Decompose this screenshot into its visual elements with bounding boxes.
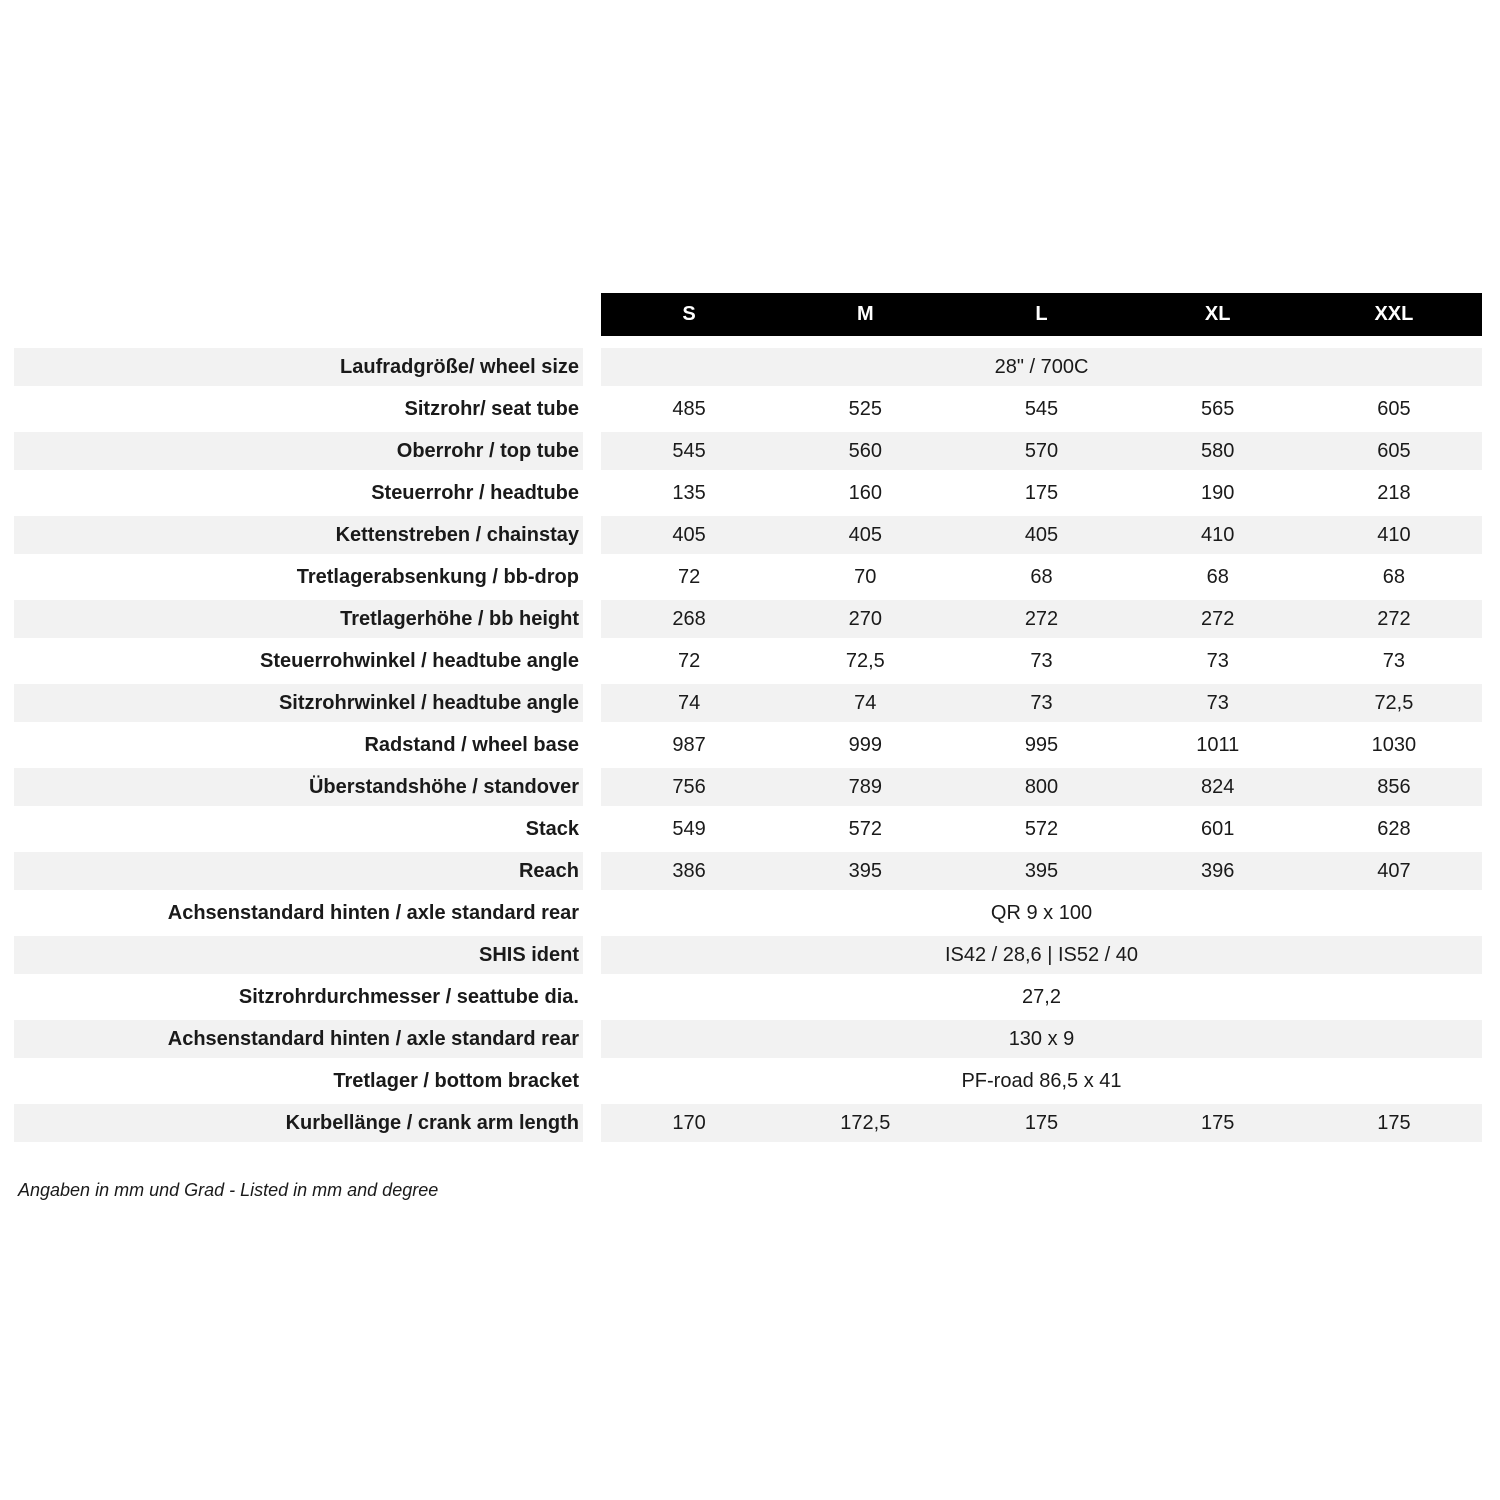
value-cell: 410 [1201,523,1235,546]
row-label: Radstand / wheel base [364,733,579,756]
value-cell: 68 [1206,565,1229,588]
value-cell: 73 [1030,649,1053,672]
value-cell: 72,5 [845,649,885,672]
row-values [601,978,1482,1016]
value-cell: 175 [1201,1111,1235,1134]
table-row [14,766,1482,808]
row-label: Steuerrohwinkel / headtube angle [260,649,579,672]
value-cell: 68 [1382,565,1406,588]
value-cell: 628 [1377,817,1411,840]
row-label: Reach [14,852,583,890]
table-row [14,514,1482,556]
value-cell: 175 [1377,1111,1411,1134]
table-row [14,472,1482,514]
value-cell: 405 [1024,523,1059,546]
size-header-cell: XL [1204,303,1231,325]
row-values [601,516,1482,554]
geometry-table [14,293,1482,1144]
size-header [601,293,1482,336]
value-cell: 72 [677,565,701,588]
value-cell: 72,5 [1374,691,1414,714]
table-row [14,892,1482,934]
value-cell: 70 [854,565,877,588]
value-cell: 995 [1024,733,1059,756]
value-cell: 74 [854,691,877,714]
value-cell: 605 [1377,439,1411,462]
size-header-row [14,293,1482,336]
size-header-cell: L [1035,303,1048,325]
value-cell: 386 [672,859,706,882]
table-body [14,346,1482,1144]
value-cell: 172,5 [840,1111,891,1134]
row-label: SHIS ident [14,936,583,974]
value-cell: 272 [1024,607,1059,630]
size-header-cell: XXL [1374,303,1414,325]
spanning-value-cell: 27,2 [1022,985,1061,1008]
row-label: Oberrohr / top tube [14,432,583,470]
value-cell: 135 [672,481,706,504]
value-cell: 395 [1024,859,1059,882]
value-cell: 570 [1024,439,1059,462]
value-cell: 73 [1206,691,1229,714]
value-cell: 999 [848,733,882,756]
value-cell: 549 [672,817,706,840]
value-cell: 405 [848,523,882,546]
table-row [14,808,1482,850]
row-label: Überstandshöhe / standover [14,768,583,806]
table-row [14,1060,1482,1102]
value-cell: 525 [848,397,882,420]
row-label: Sitzrohrwinkel / headtube angle [14,684,583,722]
row-values [601,852,1482,890]
value-cell: 73 [1030,691,1053,714]
value-cell: 268 [672,607,706,630]
row-label: Sitzrohrdurchmesser / seattube dia. [238,985,579,1008]
value-cell: 580 [1201,439,1235,462]
value-cell: 74 [677,691,701,714]
value-cell: 572 [1024,817,1059,840]
size-header-cell: M [856,303,874,325]
table-row [14,346,1482,388]
value-cell: 545 [672,439,706,462]
table-row [14,682,1482,724]
value-cell: 856 [1377,775,1411,798]
row-label: Achsenstandard hinten / axle standard rear [14,1020,583,1058]
value-cell: 601 [1201,817,1235,840]
value-cell: 73 [1206,649,1229,672]
size-header-cell: S [682,303,696,325]
row-label: Steuerrohr / headtube [371,481,579,504]
row-label: Tretlagerabsenkung / bb-drop [296,565,579,588]
row-label: Achsenstandard hinten / axle standard rear [167,901,579,924]
table-row [14,598,1482,640]
row-values [601,348,1482,386]
value-cell: 72 [677,649,701,672]
value-cell: 270 [848,607,882,630]
table-row [14,640,1482,682]
row-values [601,1104,1482,1142]
value-cell: 396 [1201,859,1235,882]
row-values [601,936,1482,974]
row-label: Tretlagerhöhe / bb height [14,600,583,638]
table-row [14,388,1482,430]
value-cell: 190 [1201,481,1235,504]
value-cell: 1030 [1371,733,1417,756]
row-values [601,642,1482,680]
header-spacer [14,293,583,336]
table-row [14,430,1482,472]
value-cell: 272 [1377,607,1411,630]
value-cell: 395 [848,859,882,882]
value-cell: 485 [672,397,706,420]
spanning-value-cell: 28" / 700C [994,355,1089,378]
value-cell: 407 [1377,859,1411,882]
spanning-value-cell: QR 9 x 100 [990,901,1093,924]
value-cell: 410 [1377,523,1411,546]
value-cell: 572 [848,817,882,840]
row-values [601,1062,1482,1100]
row-label: Sitzrohr/ seat tube [404,397,579,420]
value-cell: 68 [1030,565,1053,588]
row-values [601,894,1482,932]
value-cell: 272 [1201,607,1235,630]
row-label: Tretlager / bottom bracket [333,1069,579,1092]
spanning-value-cell: IS42 / 28,6 | IS52 / 40 [944,943,1139,966]
value-cell: 175 [1024,1111,1059,1134]
footnote: Angaben in mm und Grad - Listed in mm and degree [18,1180,439,1200]
value-cell: 824 [1201,775,1235,798]
table-row [14,976,1482,1018]
row-label: Stack [525,817,579,840]
value-cell: 545 [1024,397,1059,420]
table-row [14,934,1482,976]
value-cell: 565 [1201,397,1235,420]
row-label: Laufradgröße/ wheel size [14,348,583,386]
value-cell: 605 [1377,397,1411,420]
table-row [14,724,1482,766]
row-values [601,810,1482,848]
value-cell: 160 [848,481,882,504]
table-row [14,1102,1482,1144]
value-cell: 218 [1377,481,1411,504]
table-row [14,1018,1482,1060]
value-cell: 1011 [1196,733,1240,756]
row-values [601,768,1482,806]
row-values [601,558,1482,596]
row-values [601,474,1482,512]
row-values [601,726,1482,764]
spanning-value-cell: 130 x 9 [1008,1027,1075,1050]
row-values [601,684,1482,722]
row-values [601,390,1482,428]
value-cell: 405 [672,523,706,546]
row-label: Kettenstreben / chainstay [14,516,583,554]
table-row [14,850,1482,892]
row-values [601,600,1482,638]
value-cell: 800 [1024,775,1059,798]
row-label: Kurbellänge / crank arm length [14,1104,583,1142]
spanning-value-cell: PF-road 86,5 x 41 [961,1069,1122,1092]
row-values [601,432,1482,470]
value-cell: 756 [672,775,706,798]
value-cell: 560 [848,439,882,462]
value-cell: 789 [848,775,882,798]
value-cell: 170 [672,1111,706,1134]
row-values [601,1020,1482,1058]
table-row [14,556,1482,598]
value-cell: 175 [1024,481,1059,504]
value-cell: 73 [1382,649,1406,672]
value-cell: 987 [672,733,706,756]
